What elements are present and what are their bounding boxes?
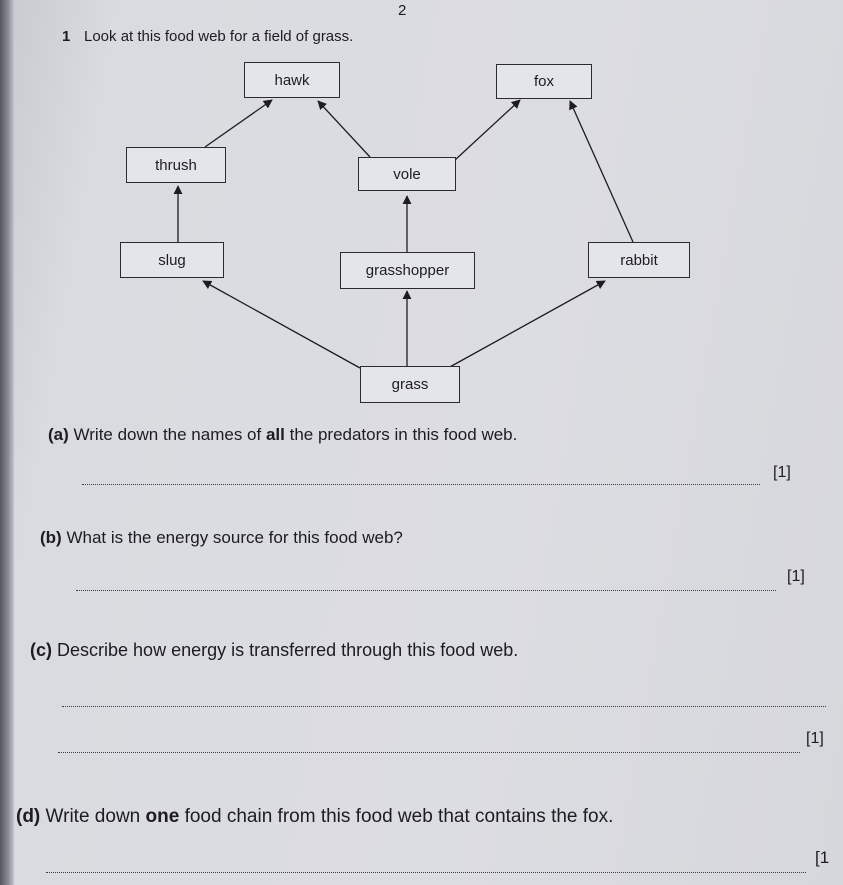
node-rabbit: rabbit: [588, 242, 690, 278]
arrow-thrush-to-hawk: [205, 100, 272, 147]
question-number: 1: [62, 28, 71, 45]
arrow-grass-to-rabbit: [448, 281, 605, 368]
part-a-text-2: the predators in this food web.: [284, 425, 518, 444]
part-d-letter: (d): [16, 806, 41, 827]
arrow-rabbit-to-fox: [570, 101, 633, 242]
part-d-text-1: Write down: [45, 806, 146, 827]
arrow-vole-to-fox: [455, 100, 520, 160]
food-web-diagram: [0, 0, 843, 420]
part-d-answer-line[interactable]: [46, 872, 806, 873]
node-vole: vole: [358, 157, 456, 191]
part-b-text: What is the energy source for this food web?: [66, 528, 403, 547]
arrow-grass-to-slug: [203, 281, 360, 368]
node-grass: grass: [360, 366, 460, 403]
part-a-emphasis: all: [265, 425, 285, 444]
part-d-emphasis: one: [145, 806, 180, 827]
part-a-answer-line[interactable]: [82, 484, 760, 485]
question-intro: Look at this food web for a field of grass.: [84, 28, 354, 45]
part-d-text-2: food chain from this food web that contains the fox.: [179, 806, 614, 827]
part-c-question: [30, 640, 518, 661]
part-a-marks: [1]: [773, 464, 791, 481]
part-b-marks: [1]: [787, 568, 805, 585]
part-c-text: Describe how energy is transferred through this food web.: [57, 640, 519, 660]
part-a-letter: (a): [48, 425, 69, 444]
node-grasshopper: grasshopper: [340, 252, 475, 289]
part-b-answer-line[interactable]: [76, 590, 776, 591]
node-fox: fox: [496, 64, 592, 99]
node-thrush: thrush: [126, 147, 226, 183]
part-d-question: [16, 806, 613, 828]
part-c-answer-line-1[interactable]: [62, 706, 826, 707]
page-number: 2: [398, 2, 407, 19]
part-c-letter: (c): [30, 640, 52, 660]
part-a-question: [48, 425, 517, 445]
part-c-answer-line-2[interactable]: [58, 752, 800, 753]
part-b-question: [40, 528, 403, 548]
arrow-vole-to-hawk: [318, 101, 370, 157]
node-hawk: hawk: [244, 62, 340, 98]
node-slug: slug: [120, 242, 224, 278]
part-b-letter: (b): [40, 528, 62, 547]
part-c-marks: [1]: [806, 730, 824, 747]
part-a-text-1: Write down the names of: [73, 425, 266, 444]
part-d-marks: [1: [815, 848, 830, 867]
